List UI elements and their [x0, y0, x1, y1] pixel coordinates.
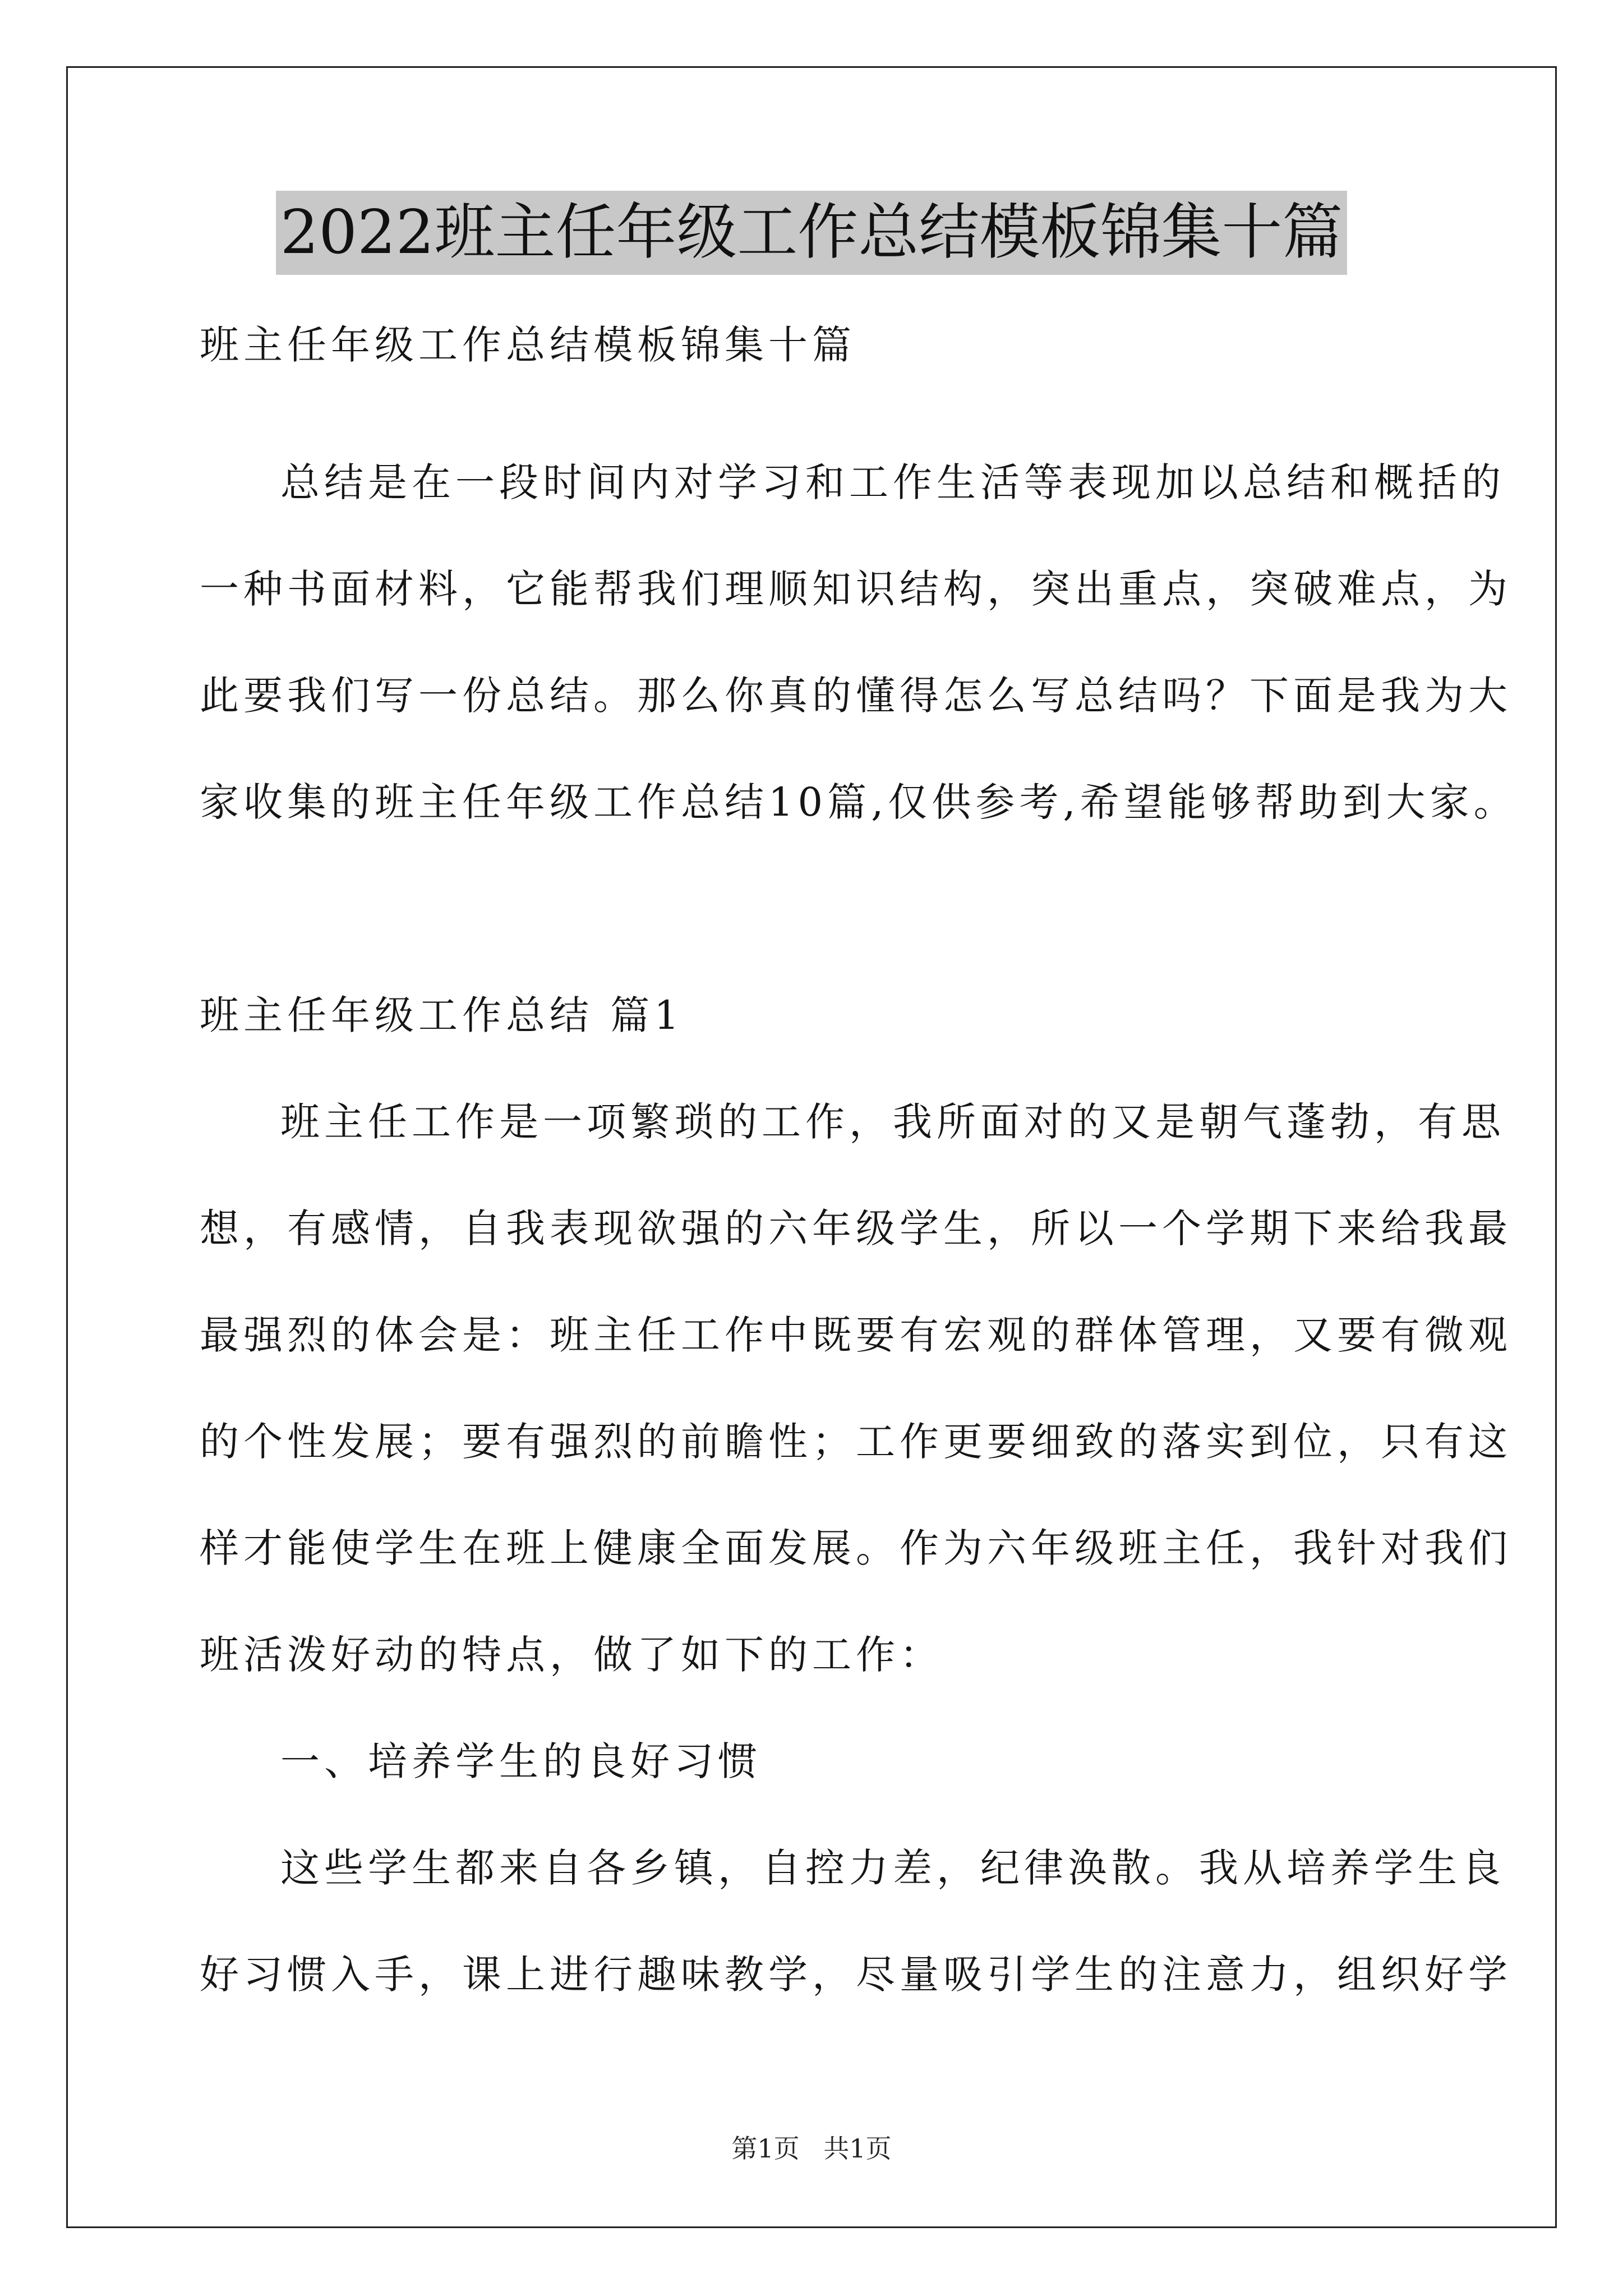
body-line: 班主任工作是一项繁琐的工作，我所面对的又是朝气蓬勃，有思 [280, 1099, 1505, 1145]
intro-line: 一种书面材料，它能帮我们理顺知识结构，突出重点，突破难点，为 [200, 566, 1512, 612]
section-heading: 班主任年级工作总结 篇1 [200, 992, 684, 1038]
title-container [0, 191, 1623, 275]
body-line: 样才能使学生在班上健康全面发展。作为六年级班主任，我针对我们 [200, 1525, 1512, 1571]
body-line: 的个性发展；要有强烈的前瞻性；工作更要细致的落实到位，只有这 [200, 1419, 1512, 1465]
subheading: 一、培养学生的良好习惯 [280, 1738, 762, 1784]
body-line: 班活泼好动的特点，做了如下的工作： [200, 1632, 943, 1678]
page-footer [0, 2132, 1623, 2165]
intro-line: 此要我们写一份总结。那么你真的懂得怎么写总结吗？下面是我为大 [200, 673, 1512, 719]
body-line: 想，有感情，自我表现欲强的六年级学生，所以一个学期下来给我最 [200, 1205, 1512, 1251]
document-subtitle: 班主任年级工作总结模板锦集十篇 [200, 322, 856, 368]
paragraph-line: 好习惯入手，课上进行趣味教学，尽量吸引学生的注意力，组织好学 [200, 1952, 1512, 1998]
page-number: 第1页 [731, 2133, 800, 2164]
body-line: 最强烈的体会是：班主任工作中既要有宏观的群体管理，又要有微观 [200, 1312, 1512, 1358]
intro-line: 家收集的班主任年级工作总结10篇,仅供参考,希望能够帮助到大家。 [200, 779, 1518, 825]
intro-line: 总结是在一段时间内对学习和工作生活等表现加以总结和概括的 [280, 459, 1505, 505]
paragraph-line: 这些学生都来自各乡镇，自控力差，纪律涣散。我从培养学生良 [280, 1845, 1505, 1891]
page-total: 共1页 [823, 2133, 892, 2164]
document-title: 2022班主任年级工作总结模板锦集十篇 [276, 191, 1348, 275]
